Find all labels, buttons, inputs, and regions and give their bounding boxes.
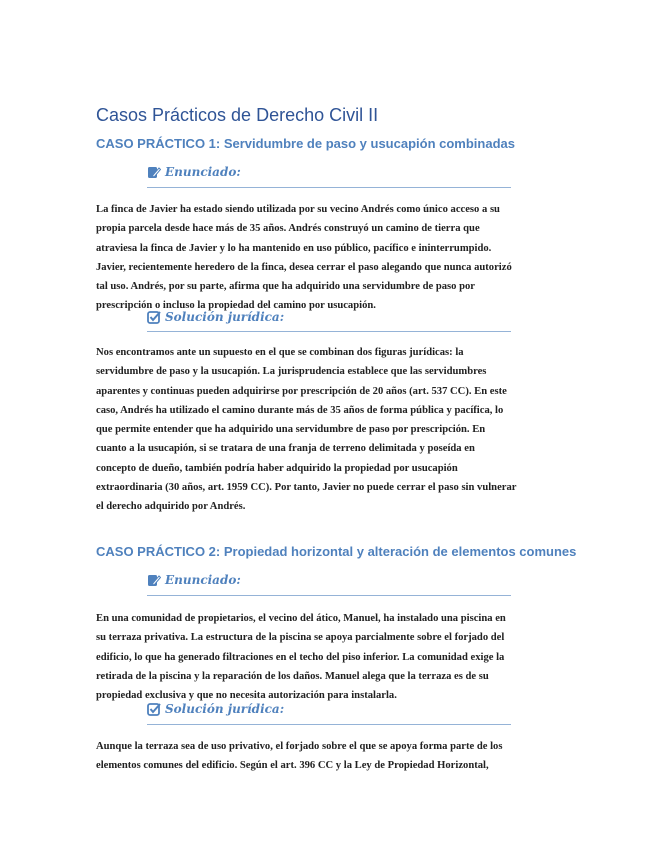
text-line: extraordinaria (30 años, art. 1959 CC). Por tanto, Javier no puede cerrar el paso sin vulnerar: [96, 482, 517, 494]
case-1-heading: CASO PRÁCTICO 1: Servidumbre de paso y usucapión combinadas: [96, 136, 515, 151]
text-line: atraviesa la finca de Javier y lo ha mantenido en uso público, pacífico e ininterrumpido.: [96, 242, 492, 254]
text-line: su terraza privativa. La estructura de la piscina se apoya parcialmente sobre el forjado del: [96, 632, 505, 644]
text-line: Aunque la terraza sea de uso privativo, el forjado sobre el que se apoya forma parte de los: [96, 741, 503, 752]
text-line: En una comunidad de propietarios, el vecino del ático, Manuel, ha instalado una piscina en: [96, 613, 506, 624]
text-line: Nos encontramos ante un supuesto en el que se combinan dos figuras jurídicas: la: [96, 347, 464, 358]
text-line: servidumbre de paso y la usucapión. La jurisprudencia establece que las servidumbres: [96, 366, 487, 378]
text-line: propia parcela desde hace más de 35 años. Andrés construyó un camino de tierra que: [96, 223, 480, 235]
case-2-heading: CASO PRÁCTICO 2: Propiedad horizontal y alteración de elementos comunes: [96, 544, 577, 559]
text-line: retirada de la piscina y la reparación de los daños. Manuel alega que la terraza es de su: [96, 670, 489, 682]
document-edit-icon: [147, 165, 161, 179]
case-2-solution: [96, 737, 502, 776]
text-line: elementos comunes del edificio. Según el art. 396 CC y la Ley de Propiedad Horizontal,: [96, 760, 489, 772]
checkbox-checked-icon: [147, 310, 161, 324]
text-line: prescripción o incluso la propiedad del camino por usucapión.: [96, 300, 376, 312]
case-2-statement: [96, 609, 506, 705]
section-divider: [147, 724, 511, 725]
text-line: edificio, lo que ha generado filtraciones en el techo del piso inferior. La comunidad exige la: [96, 651, 505, 663]
document-edit-icon: [147, 573, 161, 587]
text-line: el derecho adquirido por Andrés.: [96, 501, 246, 513]
text-line: aparentes y continuas pueden adquirirse por prescripción de 20 años (art. 537 CC). En este: [96, 385, 507, 397]
label-text: Enunciado:: [165, 573, 241, 587]
case-2-solution-label: [147, 702, 284, 716]
case-1-solution: [96, 343, 516, 517]
text-line: concepto de dueño, también podría haber adquirido la propiedad por usucapión: [96, 462, 458, 474]
text-line: tal uso. Andrés, por su parte, afirma que ha adquirido una servidumbre de paso por: [96, 281, 475, 293]
checkbox-checked-icon: [147, 702, 161, 716]
section-divider: [147, 595, 511, 596]
text-line: Javier, recientemente heredero de la finca, desea cerrar el paso alegando que nunca autorizó: [96, 261, 512, 273]
text-line: que permite entender que ha adquirido una servidumbre de paso por prescripción. En: [96, 424, 486, 436]
text-line: caso, Andrés ha utilizado el camino durante más de 35 años de forma pública y pacífica, lo: [96, 404, 504, 416]
label-text: Enunciado:: [165, 165, 241, 179]
document-title: Casos Prácticos de Derecho Civil II: [96, 105, 379, 125]
section-divider: [147, 187, 511, 188]
case-1-statement: [96, 200, 512, 316]
text-line: cuanto a la usucapión, si se tratara de una franja de terreno delimitada y poseída en: [96, 443, 475, 455]
label-text: Solución jurídica:: [165, 702, 285, 716]
case-1-solution-label: [147, 310, 284, 324]
case-2-statement-label: [147, 573, 241, 587]
text-line: propiedad exclusiva y que no necesita autorización para instalarla.: [96, 690, 397, 702]
label-text: Solución jurídica:: [165, 310, 285, 324]
case-1-statement-label: [147, 165, 241, 179]
section-divider: [147, 331, 511, 332]
text-line: La finca de Javier ha estado siendo utilizada por su vecino Andrés como único acceso a su: [96, 204, 500, 215]
